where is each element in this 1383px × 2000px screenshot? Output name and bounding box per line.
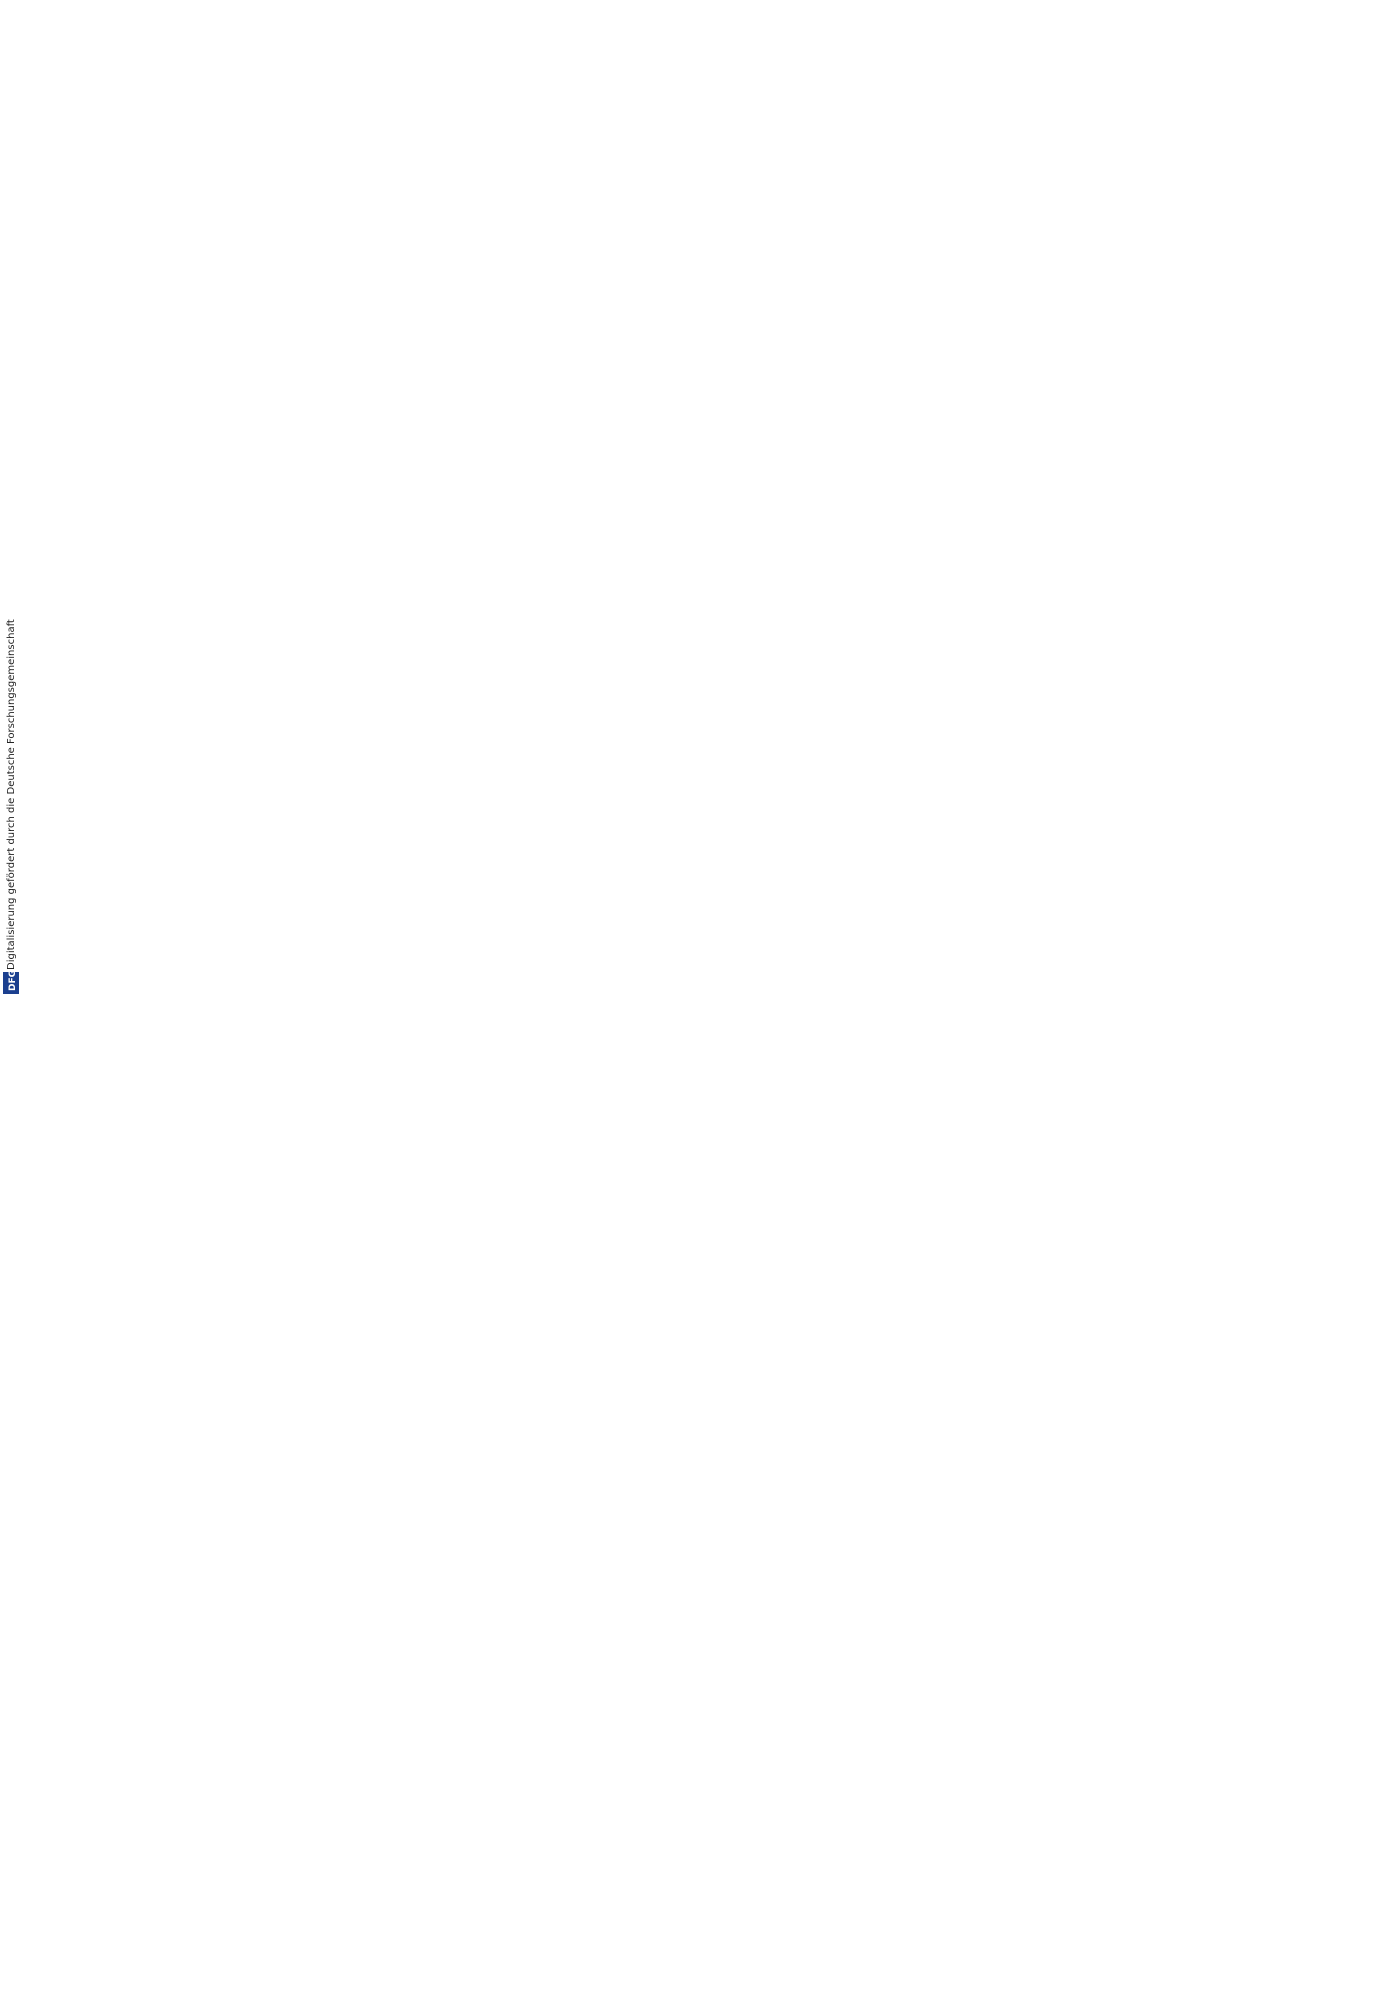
footer-text: Digitalisierung gefördert durch die Deutsche Forschungsgemeinschaft <box>6 619 17 970</box>
digitization-footer <box>0 0 22 1000</box>
footer-svg <box>0 0 22 1000</box>
dfg-logo-text: DFG <box>8 969 18 991</box>
